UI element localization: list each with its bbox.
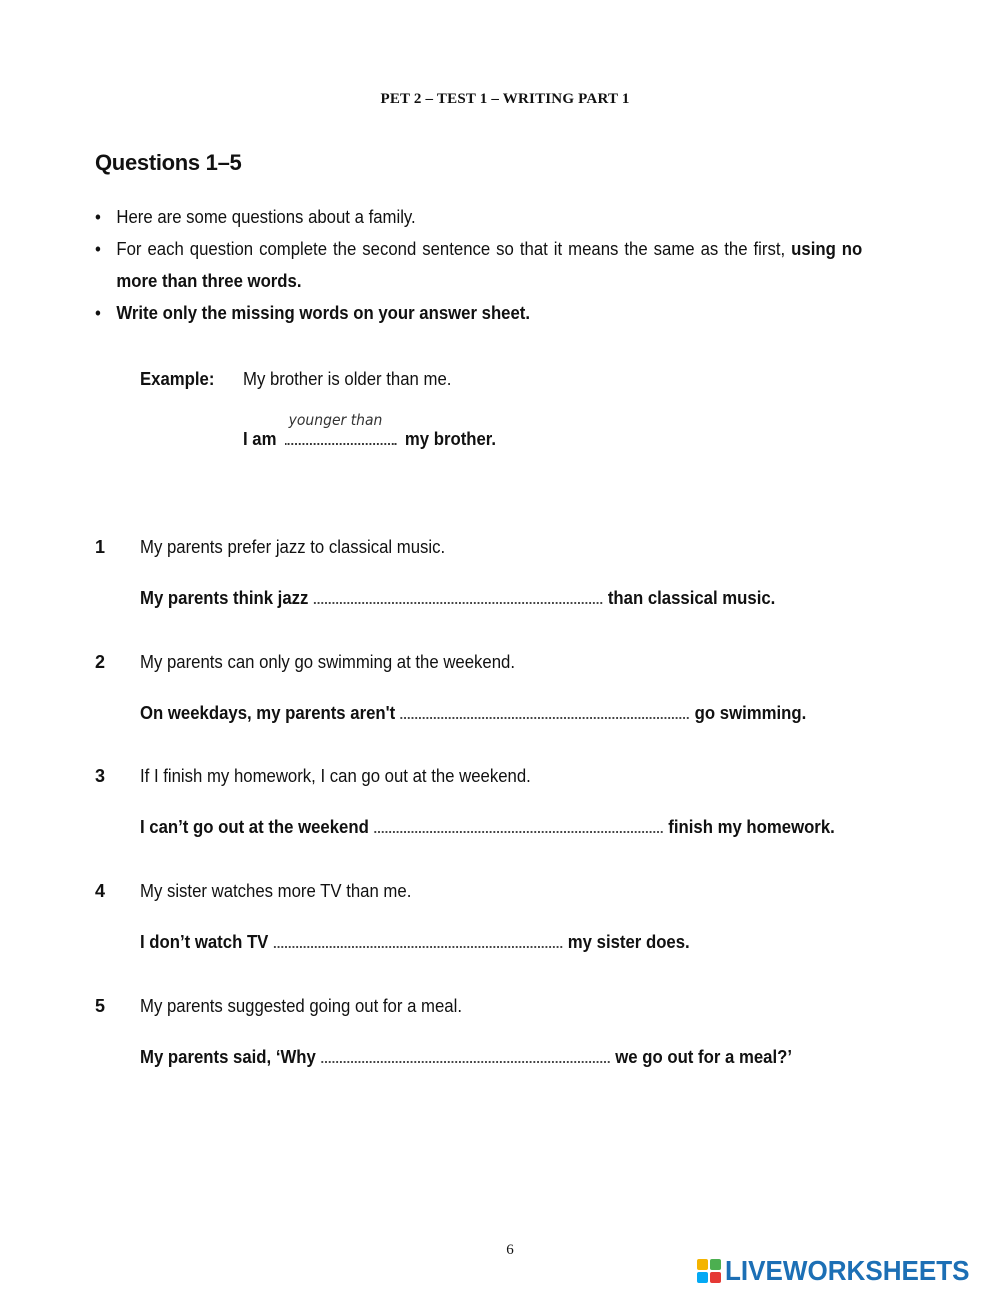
question-prompt: My sister watches more TV than me. [140, 881, 412, 901]
watermark[interactable] [697, 1256, 988, 1286]
bullet-icon: • [95, 239, 101, 259]
bullet-icon: • [95, 303, 101, 323]
answer-before: I don’t watch TV [140, 932, 269, 952]
instruction-item [95, 233, 862, 297]
answer-after: than classical music. [607, 588, 776, 608]
answer-gap[interactable] [321, 1047, 609, 1063]
question-prompt: My parents can only go swimming at the weekend. [140, 652, 515, 672]
question-answer [140, 1047, 792, 1068]
example-sentence: My brother is older than me. [243, 369, 452, 389]
answer-before: On weekdays, my parents aren't [140, 703, 396, 723]
instruction-text-bold: using no more than three words. [116, 239, 863, 291]
logo-square [710, 1259, 721, 1270]
answer-gap[interactable] [314, 588, 602, 604]
answer-before: My parents said, ‘Why [140, 1047, 316, 1067]
instruction-item [95, 297, 862, 329]
example-answer-gap [285, 411, 397, 445]
example-answer-fill: younger than [288, 411, 383, 429]
example-answer-after: my brother. [404, 429, 497, 449]
question-number: 4 [95, 881, 106, 901]
question-number: 2 [95, 652, 106, 672]
question-prompt: My parents suggested going out for a meal. [140, 996, 462, 1016]
question-prompt: If I finish my homework, I can go out at the weekend. [140, 766, 531, 786]
question-number: 5 [95, 996, 106, 1016]
page-number: 6 [506, 1242, 514, 1258]
question-answer [140, 703, 806, 724]
instruction-text-bold: Write only the missing words on your answer sheet. [116, 303, 531, 323]
logo-square [710, 1272, 721, 1283]
instructions-list [95, 201, 862, 329]
question-number: 3 [95, 766, 106, 786]
answer-after: we go out for a meal?’ [615, 1047, 793, 1067]
answer-after: my sister does. [567, 932, 690, 952]
example-answer [243, 411, 497, 450]
logo-square [697, 1259, 708, 1270]
answer-after: finish my homework. [668, 817, 835, 837]
watermark-text: LIVEWORKSHEETS [725, 1255, 970, 1286]
section-heading: Questions 1–5 [95, 150, 242, 175]
answer-before: I can’t go out at the weekend [140, 817, 369, 837]
answer-gap[interactable] [374, 817, 662, 833]
instruction-text: Here are some questions about a family. [116, 207, 416, 227]
logo-square [697, 1272, 708, 1283]
example-answer-before: I am [243, 429, 277, 449]
example-label: Example: [140, 369, 215, 389]
answer-before: My parents think jazz [140, 588, 309, 608]
answer-after: go swimming. [694, 703, 807, 723]
bullet-icon: • [95, 207, 101, 227]
question-answer [140, 588, 775, 609]
answer-gap[interactable] [274, 932, 562, 948]
answer-gap[interactable] [401, 703, 689, 719]
question-answer [140, 817, 835, 838]
question-answer [140, 932, 690, 953]
instruction-item [95, 201, 862, 233]
question-prompt: My parents prefer jazz to classical music. [140, 537, 446, 557]
page-title: PET 2 – TEST 1 – WRITING PART 1 [380, 91, 630, 107]
instruction-text: For each question complete the second sentence so that it means the same as the first, [116, 239, 792, 259]
question-number: 1 [95, 537, 106, 557]
liveworksheets-logo-icon [697, 1259, 721, 1283]
